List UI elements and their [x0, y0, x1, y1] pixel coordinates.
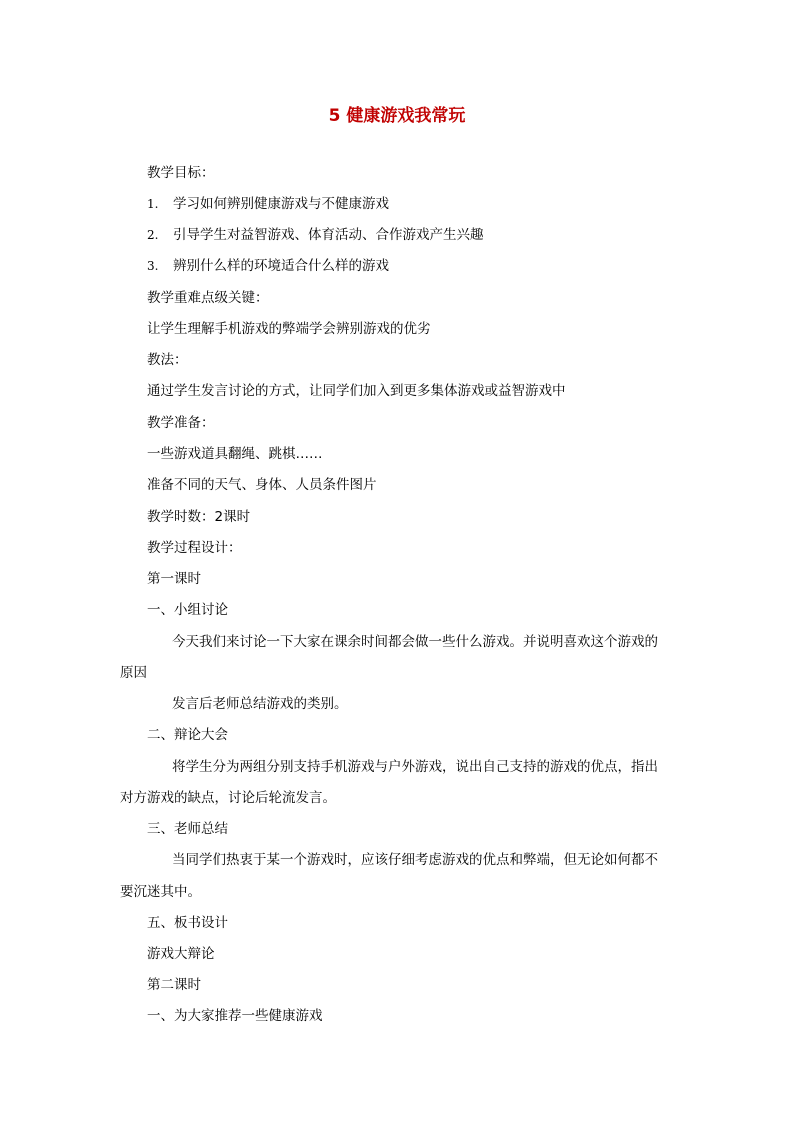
document-title: 5 健康游戏我常玩 [328, 106, 466, 126]
objective-item-2 [147, 225, 484, 245]
method-text: 通过学生发言讨论的方式，让同学们加入到更多集体游戏或益智游戏中 [147, 383, 566, 399]
lesson-2-section-1-heading: 一、为大家推荐一些健康游戏 [147, 1008, 323, 1024]
section-3-paragraph-line-1: 当同学们热衷于某一个游戏时，应该仔细考虑游戏的优点和弊端，但无论如何都不 [172, 852, 658, 868]
process-heading: 教学过程设计： [147, 540, 242, 556]
objective-number: 1. [147, 197, 159, 211]
lesson-2-heading: 第二课时 [147, 977, 201, 993]
section-1-summary: 发言后老师总结游戏的类别。 [172, 696, 348, 712]
objective-text: 引导学生对益智游戏、体育活动、合作游戏产生兴趣 [173, 227, 484, 243]
objective-item-1 [147, 194, 389, 214]
section-1-paragraph-line-2: 原因 [120, 665, 147, 681]
prep-heading: 教学准备： [147, 415, 215, 431]
method-heading: 教法： [147, 352, 188, 368]
teaching-hours: 教学时数：2课时 [147, 509, 251, 525]
prep-item-2: 准备不同的天气、身体、人员条件图片 [147, 477, 377, 493]
section-3-paragraph-line-2: 要沉迷其中。 [120, 884, 201, 900]
key-points-text: 让学生理解手机游戏的弊端学会辨别游戏的优劣 [147, 321, 431, 337]
section-2-heading: 二、辩论大会 [147, 727, 228, 743]
objective-text: 辨别什么样的环境适合什么样的游戏 [173, 258, 389, 274]
section-5-heading: 五、板书设计 [147, 915, 228, 931]
key-points-heading: 教学重难点级关键： [147, 290, 269, 306]
objective-text: 学习如何辨别健康游戏与不健康游戏 [173, 196, 389, 212]
section-1-heading: 一、小组讨论 [147, 602, 228, 618]
section-3-heading: 三、老师总结 [147, 821, 228, 837]
objective-item-3 [147, 256, 389, 276]
objectives-heading: 教学目标： [147, 165, 215, 181]
section-1-paragraph-line-1: 今天我们来讨论一下大家在课余时间都会做一些什么游戏。并说明喜欢这个游戏的 [172, 634, 658, 650]
objective-number: 2. [147, 228, 159, 242]
section-2-paragraph-line-1: 将学生分为两组分别支持手机游戏与户外游戏，说出自己支持的游戏的优点，指出 [172, 759, 658, 775]
section-2-paragraph-line-2: 对方游戏的缺点，讨论后轮流发言。 [120, 790, 336, 806]
board-design-text: 游戏大辩论 [147, 946, 215, 962]
objective-number: 3. [147, 259, 159, 273]
lesson-1-heading: 第一课时 [147, 571, 201, 587]
prep-item-1: 一些游戏道具翻绳、跳棋…… [147, 446, 323, 462]
